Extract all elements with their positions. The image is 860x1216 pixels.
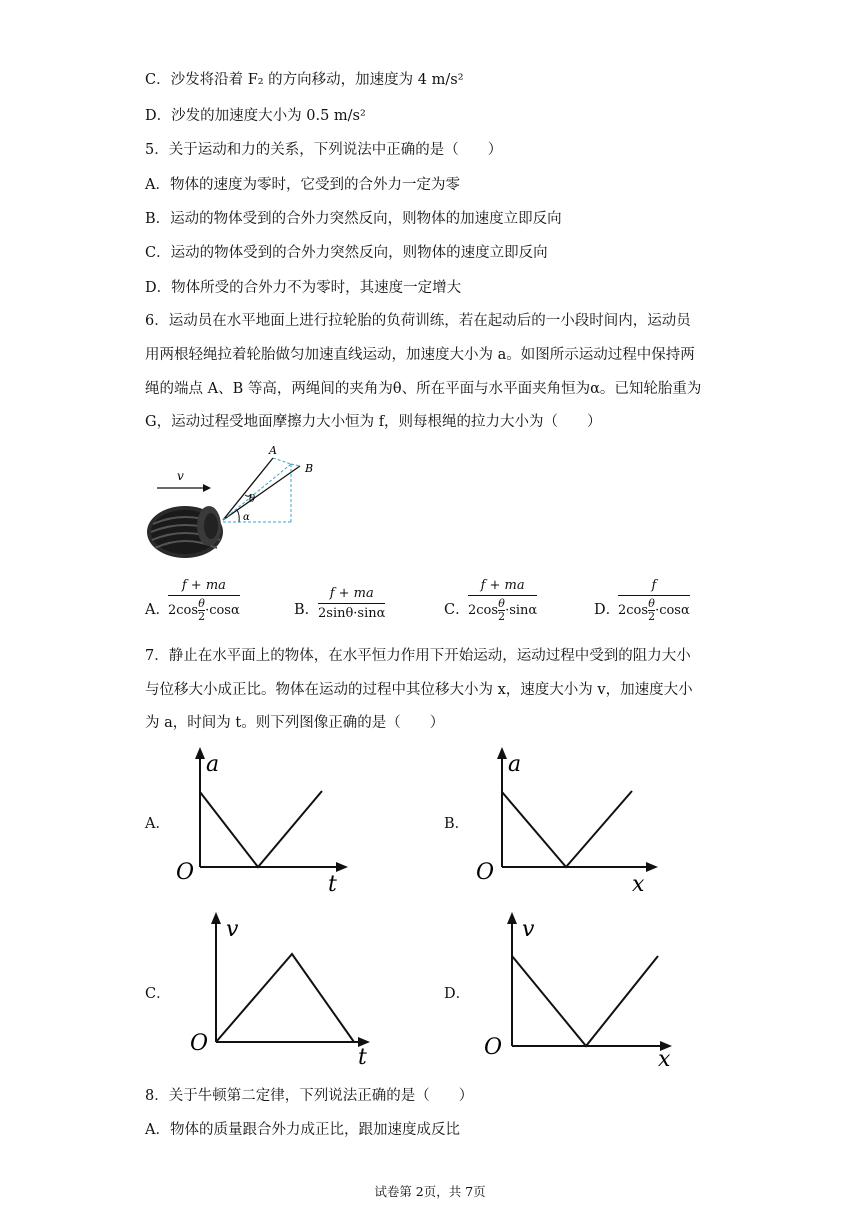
graph-c-origin: O <box>190 1031 209 1056</box>
page-footer: 试卷第 2页，共 7页 <box>374 1184 486 1199</box>
graph-b-ylabel: a <box>508 752 522 777</box>
graph-c-ylabel: v <box>226 917 239 942</box>
q6-stem-line4: G，运动过程受地面摩擦力大小恒为 f，则每根绳的拉力大小为（ ） <box>145 414 602 430</box>
q7-graph-a <box>170 745 350 895</box>
q5-option-a: A．物体的速度为零时，它受到的合外力一定为零 <box>145 177 460 193</box>
velocity-arrowhead <box>203 484 211 492</box>
q5-option-d: D．物体所受的合外力不为零时，其速度一定增大 <box>145 280 462 296</box>
q6-option-a-fraction: f + ma 2cos $\frac{\theta}{2}$ ·cosα <box>168 578 240 623</box>
tire-figure <box>145 440 325 565</box>
rope-a <box>223 458 273 520</box>
graph-a-origin: O <box>176 860 195 885</box>
graph-d-origin: O <box>484 1035 503 1060</box>
q7-graph-d <box>482 908 677 1068</box>
q6-option-a-label: A． <box>145 602 170 618</box>
q4-option-d: D．沙发的加速度大小为 0.5 m/s² <box>145 108 366 124</box>
graph-c-curve <box>216 954 354 1042</box>
graph-a-curve <box>200 791 322 867</box>
point-b-label: B <box>305 462 314 475</box>
q5-option-b: B．运动的物体受到的合外力突然反向，则物体的加速度立即反向 <box>145 211 562 227</box>
q6-stem-line3: 绳的端点 A、B 等高，两绳间的夹角为θ、所在平面与水平面夹角恒为α。已知轮胎重为 <box>145 381 702 397</box>
velocity-label: v <box>177 469 184 483</box>
q7-stem-line1: 7．静止在水平面上的物体，在水平恒力作用下开始运动，运动过程中受到的阻力大小 <box>145 648 691 664</box>
q6-option-b-label: B． <box>294 602 320 618</box>
q7-graph-a-label: A． <box>145 816 170 832</box>
graph-b-xlabel: x <box>632 872 645 895</box>
q8-stem: 8．关于牛顿第二定律，下列说法正确的是（ ） <box>145 1088 474 1104</box>
graph-d-curve <box>512 956 658 1046</box>
rope-b <box>223 466 300 520</box>
q7-stem-line3: 为 a，时间为 t。则下列图像正确的是（ ） <box>145 715 445 731</box>
tire-icon <box>147 506 223 558</box>
q6-option-c-label: C． <box>444 602 470 618</box>
q5-stem: 5．关于运动和力的关系，下列说法中正确的是（ ） <box>145 142 503 158</box>
q7-graph-b-label: B． <box>444 816 470 832</box>
q7-graph-b <box>472 745 662 895</box>
graph-a-ylabel: a <box>206 752 220 777</box>
alpha-label: α <box>243 512 250 523</box>
q6-option-d-label: D． <box>594 602 621 618</box>
q6-option-b-fraction: f + ma 2sinθ·sinα <box>318 586 386 621</box>
graph-d-xlabel: x <box>658 1047 671 1068</box>
graph-a-xlabel: t <box>328 872 337 895</box>
graph-d-ylabel: v <box>522 917 535 942</box>
point-a-label: A <box>269 444 277 457</box>
q6-option-d-fraction: f 2cos $\frac{\theta}{2}$ ·cosα <box>618 578 690 623</box>
q6-stem-line1: 6．运动员在水平地面上进行拉轮胎的负荷训练，若在起动后的一小段时间内，运动员 <box>145 313 691 329</box>
q7-graph-d-label: D． <box>444 986 471 1002</box>
q7-graph-c <box>186 908 376 1068</box>
graph-b-curve <box>502 791 632 867</box>
theta-label: θ <box>249 494 256 505</box>
q6-option-c-fraction: f + ma 2cos $\frac{\theta}{2}$ ·sinα <box>468 578 538 623</box>
q7-stem-line2: 与位移大小成正比。物体在运动的过程中其位移大小为 x，速度大小为 v，加速度大小 <box>145 682 693 698</box>
q6-stem-line2: 用两根轻绳拉着轮胎做匀加速直线运动，加速度大小为 a。如图所示运动过程中保持两 <box>145 347 695 363</box>
q7-graph-c-label: C． <box>145 986 171 1002</box>
q8-option-a: A．物体的质量跟合外力成正比，跟加速度成反比 <box>145 1122 460 1138</box>
graph-c-xlabel: t <box>358 1045 367 1068</box>
q4-option-c: C．沙发将沿着 F₂ 的方向移动，加速度为 4 m/s² <box>145 72 464 88</box>
graph-b-origin: O <box>476 860 495 885</box>
q5-option-c: C．运动的物体受到的合外力突然反向，则物体的速度立即反向 <box>145 245 548 261</box>
